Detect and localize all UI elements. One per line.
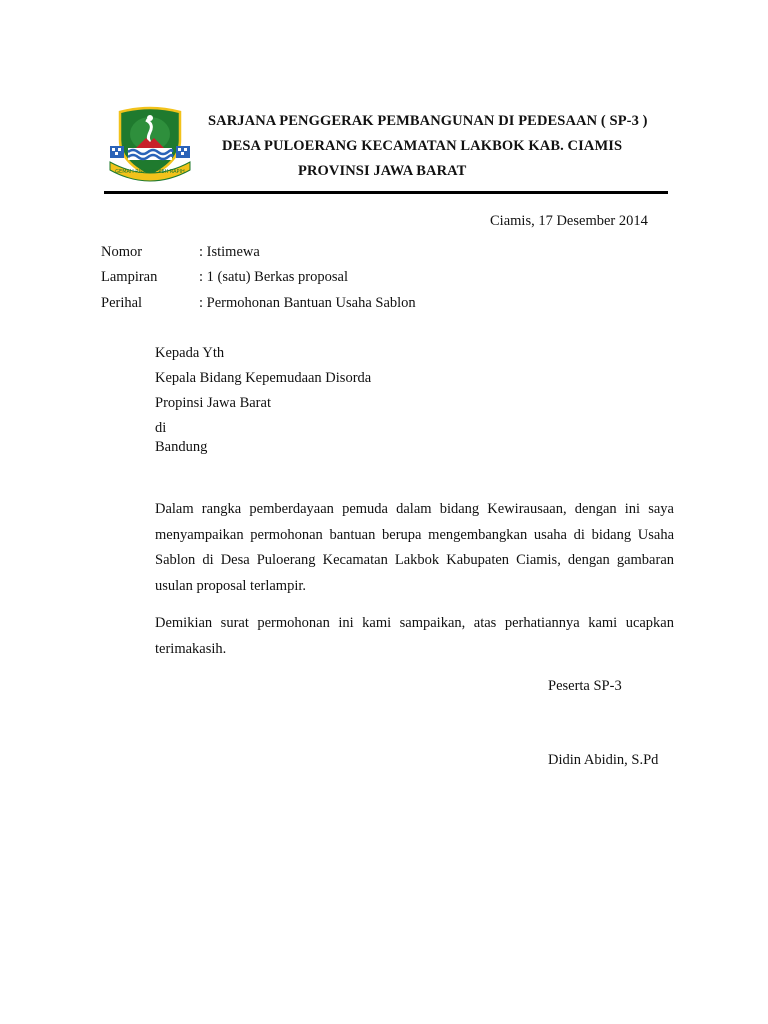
meta-value-perihal: : Permohonan Bantuan Usaha Sablon <box>199 295 416 311</box>
meta-label-nomor: Nomor <box>101 244 143 260</box>
date-line: Ciamis, 17 Desember 2014 <box>490 213 648 229</box>
header-line-1: SARJANA PENGGERAK PEMBANGUNAN DI PEDESAAN ( SP-3 ) <box>208 113 648 129</box>
body-paragraph-2: Demikian surat permohonan ini kami sampaikan, atas perhatiannya kami ucapkan terimakasih. <box>155 615 674 657</box>
header-divider <box>104 191 668 194</box>
meta-value-nomor: : Istimewa <box>199 244 260 260</box>
meta-value-lampiran: : 1 (satu) Berkas proposal <box>199 269 348 285</box>
meta-label-perihal: Perihal <box>101 295 143 311</box>
province-logo <box>106 106 194 184</box>
recipient-position: Kepala Bidang Kepemudaan Disorda <box>155 370 372 386</box>
recipient-greeting: Kepada Yth <box>155 345 225 361</box>
recipient-province: Propinsi Jawa Barat <box>155 395 271 411</box>
recipient-di: di <box>155 420 167 436</box>
header-line-2: DESA PULOERANG KECAMATAN LAKBOK KAB. CIAMIS <box>222 138 623 154</box>
signature-title: Peserta SP-3 <box>548 678 622 694</box>
recipient-city: Bandung <box>155 439 208 455</box>
meta-label-lampiran: Lampiran <box>101 269 158 285</box>
signature-name: Didin Abidin, S.Pd <box>548 752 659 768</box>
body-paragraph-1: Dalam rangka pemberdayaan pemuda dalam bidang Kewirausaan, dengan ini saya menyampaikan permohonan bantuan berupa mengembangkan usaha di bidang Usaha Sablon di Desa Puloerang Kecamatan Lakbok Kabupaten Ciamis, dengan gambaran usulan proposal terlampir. <box>155 501 674 594</box>
svg-text:GEMAH RIPAH REPEH RAPIH: GEMAH RIPAH REPEH RAPIH <box>115 169 185 175</box>
header-line-3: PROVINSI JAWA BARAT <box>298 163 467 179</box>
